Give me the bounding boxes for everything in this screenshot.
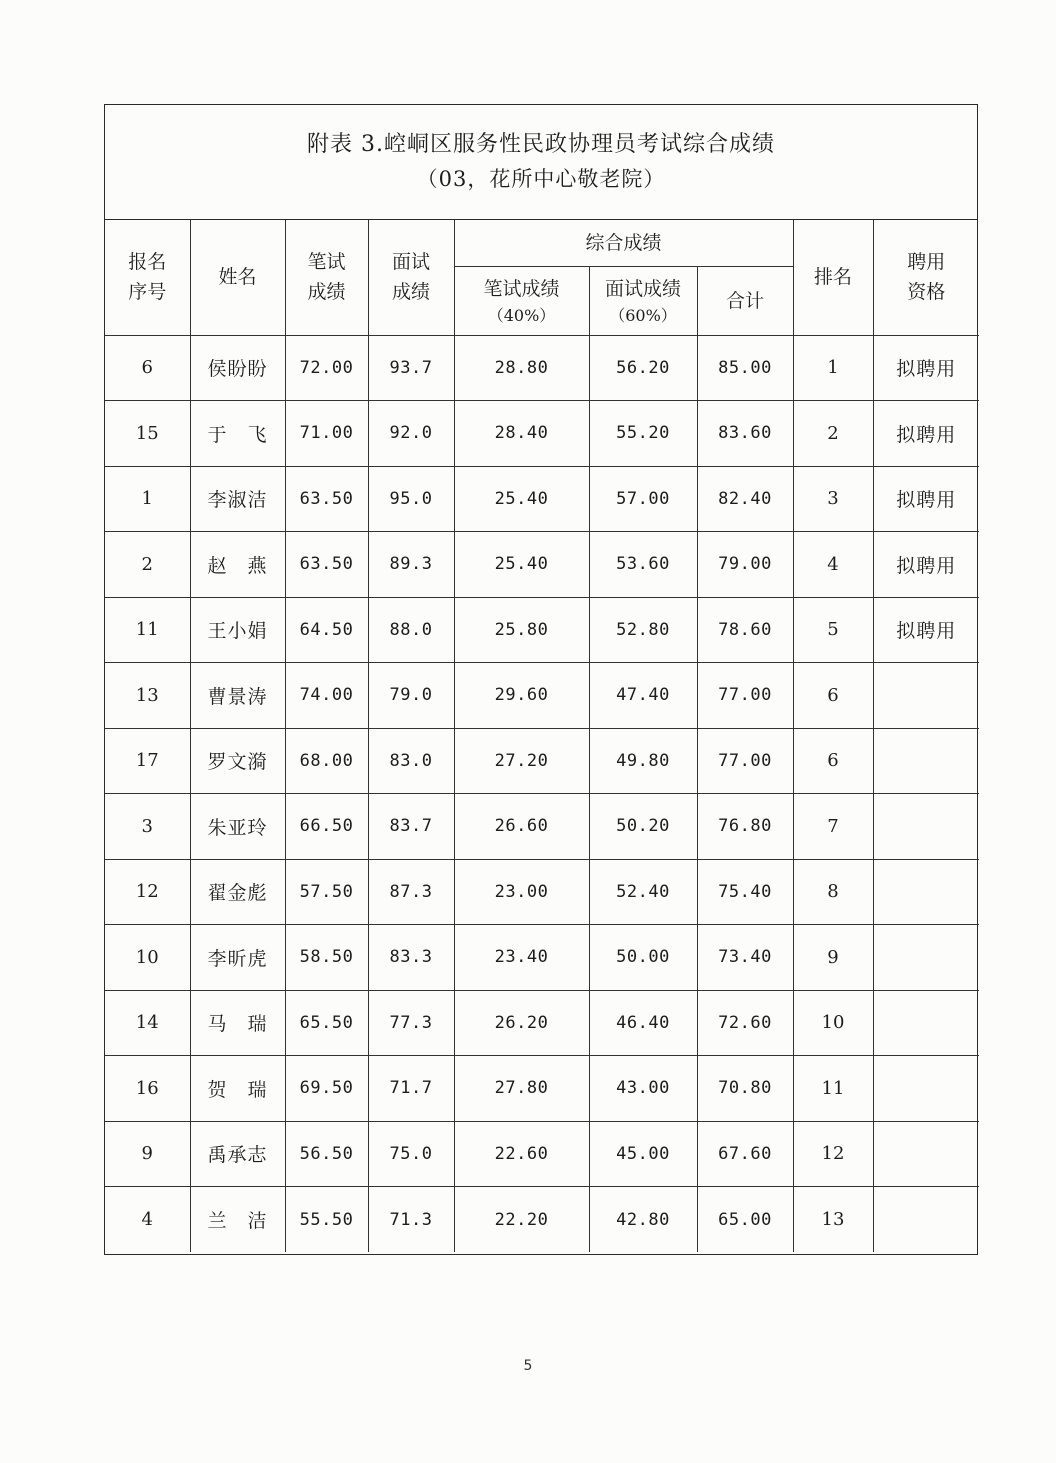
- table-row: [105, 794, 979, 860]
- header-written: 笔试 成绩: [285, 220, 368, 335]
- cell-rank: 13: [793, 1187, 873, 1253]
- cell-written-40: 25.40: [454, 466, 589, 532]
- table-row: [105, 925, 979, 991]
- cell-reg-no: 15: [105, 401, 190, 467]
- table-row: [105, 663, 979, 729]
- cell-written: 72.00: [285, 335, 368, 401]
- header-composite: 综合成绩: [454, 220, 793, 266]
- cell-reg-no: 4: [105, 1187, 190, 1253]
- table-row: [105, 466, 979, 532]
- cell-rank: 9: [793, 925, 873, 991]
- cell-qualification: [873, 990, 979, 1056]
- table-body: [105, 335, 979, 1252]
- cell-name: 王小娟: [190, 597, 285, 663]
- cell-interview-60: 45.00: [589, 1121, 697, 1187]
- cell-interview-60: 50.00: [589, 925, 697, 991]
- page-number: 5: [523, 1358, 533, 1374]
- cell-written: 63.50: [285, 532, 368, 598]
- cell-name: 侯盼盼: [190, 335, 285, 401]
- header-interview-pct: （60%）: [609, 305, 677, 325]
- cell-written: 57.50: [285, 859, 368, 925]
- cell-total: 67.60: [697, 1121, 793, 1187]
- header-written-pct: （40%）: [487, 305, 556, 325]
- cell-interview: 93.7: [368, 335, 454, 401]
- header-written-weighted: 笔试成绩 （40%）: [454, 266, 589, 335]
- cell-interview: 83.3: [368, 925, 454, 991]
- cell-interview-60: 53.60: [589, 532, 697, 598]
- cell-qualification: [873, 859, 979, 925]
- cell-total: 77.00: [697, 728, 793, 794]
- cell-rank: 3: [793, 466, 873, 532]
- cell-reg-no: 3: [105, 794, 190, 860]
- cell-interview-60: 56.20: [589, 335, 697, 401]
- cell-written: 66.50: [285, 794, 368, 860]
- table-row: [105, 597, 979, 663]
- cell-written: 55.50: [285, 1187, 368, 1253]
- cell-interview: 89.3: [368, 532, 454, 598]
- cell-interview: 95.0: [368, 466, 454, 532]
- cell-written: 74.00: [285, 663, 368, 729]
- cell-interview: 83.7: [368, 794, 454, 860]
- cell-name: 马 瑞: [190, 990, 285, 1056]
- cell-rank: 8: [793, 859, 873, 925]
- cell-qualification: [873, 1187, 979, 1253]
- cell-reg-no: 17: [105, 728, 190, 794]
- table-header: [105, 220, 979, 335]
- cell-total: 77.00: [697, 663, 793, 729]
- cell-rank: 4: [793, 532, 873, 598]
- cell-interview-60: 50.20: [589, 794, 697, 860]
- cell-interview-60: 46.40: [589, 990, 697, 1056]
- cell-total: 82.40: [697, 466, 793, 532]
- cell-written-40: 25.40: [454, 532, 589, 598]
- cell-interview-60: 52.40: [589, 859, 697, 925]
- cell-reg-no: 11: [105, 597, 190, 663]
- cell-qualification: 拟聘用: [873, 532, 979, 598]
- cell-total: 85.00: [697, 335, 793, 401]
- cell-interview: 92.0: [368, 401, 454, 467]
- cell-written: 71.00: [285, 401, 368, 467]
- cell-reg-no: 2: [105, 532, 190, 598]
- cell-written: 65.50: [285, 990, 368, 1056]
- cell-qualification: [873, 728, 979, 794]
- cell-total: 76.80: [697, 794, 793, 860]
- cell-name: 禹承志: [190, 1121, 285, 1187]
- cell-interview-60: 43.00: [589, 1056, 697, 1122]
- cell-interview: 87.3: [368, 859, 454, 925]
- cell-interview-60: 42.80: [589, 1187, 697, 1253]
- cell-name: 于 飞: [190, 401, 285, 467]
- score-table: [105, 220, 979, 1252]
- cell-written: 64.50: [285, 597, 368, 663]
- table-row: [105, 1121, 979, 1187]
- cell-name: 朱亚玲: [190, 794, 285, 860]
- cell-qualification: 拟聘用: [873, 466, 979, 532]
- cell-total: 78.60: [697, 597, 793, 663]
- cell-reg-no: 6: [105, 335, 190, 401]
- header-reg-no: 报名 序号: [105, 220, 190, 335]
- cell-written-40: 22.20: [454, 1187, 589, 1253]
- cell-written-40: 23.40: [454, 925, 589, 991]
- cell-rank: 1: [793, 335, 873, 401]
- cell-interview: 71.3: [368, 1187, 454, 1253]
- cell-interview: 88.0: [368, 597, 454, 663]
- cell-rank: 5: [793, 597, 873, 663]
- cell-reg-no: 16: [105, 1056, 190, 1122]
- table-row: [105, 335, 979, 401]
- cell-interview: 77.3: [368, 990, 454, 1056]
- cell-written: 58.50: [285, 925, 368, 991]
- cell-total: 73.40: [697, 925, 793, 991]
- cell-qualification: 拟聘用: [873, 597, 979, 663]
- cell-written: 63.50: [285, 466, 368, 532]
- header-interview: 面试 成绩: [368, 220, 454, 335]
- cell-interview-60: 47.40: [589, 663, 697, 729]
- header-total: 合计: [697, 266, 793, 335]
- cell-written-40: 26.20: [454, 990, 589, 1056]
- cell-reg-no: 12: [105, 859, 190, 925]
- cell-interview: 71.7: [368, 1056, 454, 1122]
- cell-reg-no: 9: [105, 1121, 190, 1187]
- cell-interview-60: 52.80: [589, 597, 697, 663]
- cell-name: 兰 洁: [190, 1187, 285, 1253]
- cell-total: 79.00: [697, 532, 793, 598]
- cell-written-40: 23.00: [454, 859, 589, 925]
- cell-written-40: 29.60: [454, 663, 589, 729]
- cell-rank: 6: [793, 728, 873, 794]
- cell-interview: 75.0: [368, 1121, 454, 1187]
- table-row: [105, 990, 979, 1056]
- cell-qualification: [873, 663, 979, 729]
- cell-qualification: [873, 1056, 979, 1122]
- table-row: [105, 859, 979, 925]
- cell-total: 72.60: [697, 990, 793, 1056]
- cell-rank: 10: [793, 990, 873, 1056]
- cell-reg-no: 1: [105, 466, 190, 532]
- table-row: [105, 728, 979, 794]
- cell-qualification: 拟聘用: [873, 335, 979, 401]
- cell-interview-60: 57.00: [589, 466, 697, 532]
- cell-name: 李昕虎: [190, 925, 285, 991]
- cell-written-40: 25.80: [454, 597, 589, 663]
- table-row: [105, 401, 979, 467]
- page-subtitle: （03，花所中心敬老院）: [416, 167, 666, 191]
- cell-interview-60: 49.80: [589, 728, 697, 794]
- cell-rank: 2: [793, 401, 873, 467]
- cell-qualification: [873, 794, 979, 860]
- table-row: [105, 1187, 979, 1253]
- cell-rank: 6: [793, 663, 873, 729]
- title-block: [105, 105, 977, 220]
- cell-written-40: 22.60: [454, 1121, 589, 1187]
- cell-written-40: 26.60: [454, 794, 589, 860]
- cell-name: 罗文漪: [190, 728, 285, 794]
- table-row: [105, 532, 979, 598]
- header-qualification: 聘用 资格: [873, 220, 979, 335]
- cell-written: 68.00: [285, 728, 368, 794]
- cell-written-40: 28.40: [454, 401, 589, 467]
- cell-interview: 83.0: [368, 728, 454, 794]
- cell-rank: 12: [793, 1121, 873, 1187]
- cell-written: 69.50: [285, 1056, 368, 1122]
- cell-reg-no: 13: [105, 663, 190, 729]
- score-sheet: [104, 104, 978, 1255]
- cell-qualification: [873, 1121, 979, 1187]
- page-title: 附表 3.崆峒区服务性民政协理员考试综合成绩: [307, 132, 775, 157]
- cell-written-40: 28.80: [454, 335, 589, 401]
- table-row: [105, 1056, 979, 1122]
- cell-name: 曹景涛: [190, 663, 285, 729]
- cell-qualification: [873, 925, 979, 991]
- cell-written-40: 27.80: [454, 1056, 589, 1122]
- cell-rank: 7: [793, 794, 873, 860]
- cell-total: 75.40: [697, 859, 793, 925]
- cell-qualification: 拟聘用: [873, 401, 979, 467]
- cell-name: 赵 燕: [190, 532, 285, 598]
- cell-name: 李淑洁: [190, 466, 285, 532]
- cell-reg-no: 14: [105, 990, 190, 1056]
- header-interview-weighted: 面试成绩 （60%）: [589, 266, 697, 335]
- cell-total: 65.00: [697, 1187, 793, 1253]
- cell-rank: 11: [793, 1056, 873, 1122]
- cell-interview-60: 55.20: [589, 401, 697, 467]
- cell-written: 56.50: [285, 1121, 368, 1187]
- cell-written-40: 27.20: [454, 728, 589, 794]
- header-rank: 排名: [793, 220, 873, 335]
- header-name: 姓名: [190, 220, 285, 335]
- cell-total: 83.60: [697, 401, 793, 467]
- cell-reg-no: 10: [105, 925, 190, 991]
- cell-name: 翟金彪: [190, 859, 285, 925]
- cell-name: 贺 瑞: [190, 1056, 285, 1122]
- cell-total: 70.80: [697, 1056, 793, 1122]
- cell-interview: 79.0: [368, 663, 454, 729]
